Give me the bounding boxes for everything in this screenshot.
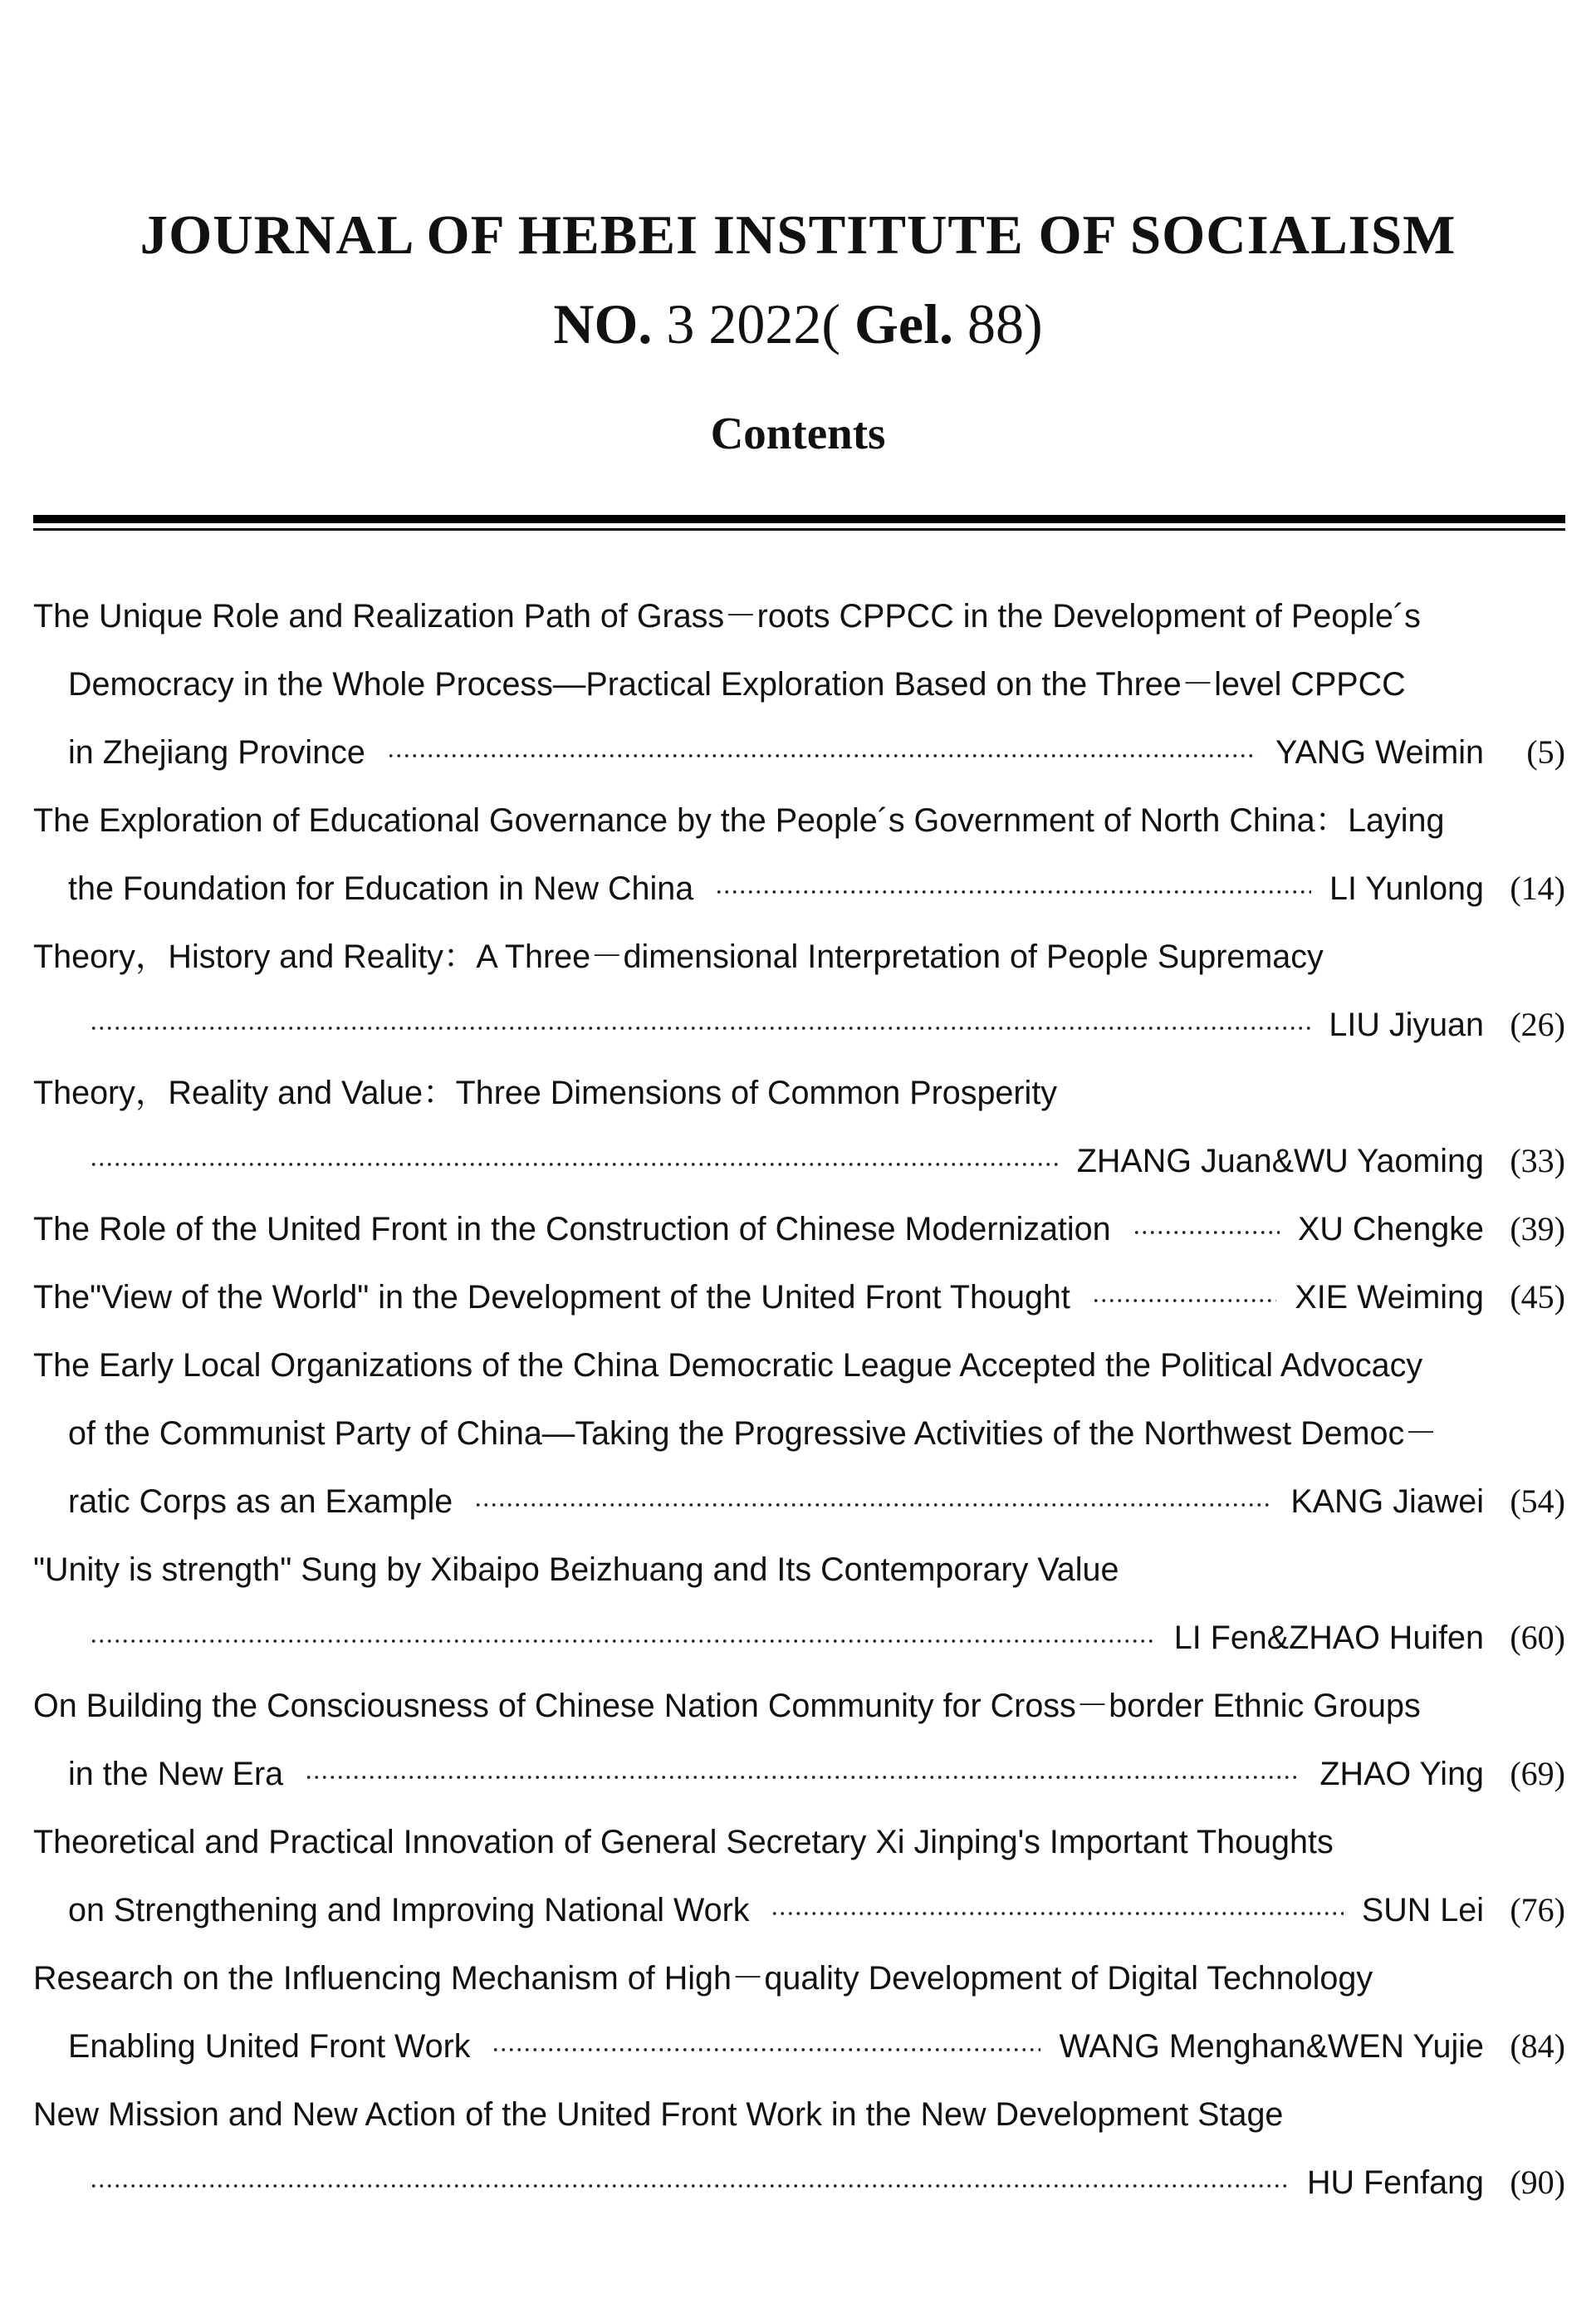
dot-leader <box>1092 1299 1277 1302</box>
toc-entry-title-text: Democracy in the Whole Process—Practical Exploration Based on the Three－level CPPCC <box>68 666 1406 703</box>
toc-entry-author: LI Fen&ZHAO Huifen <box>1173 1620 1484 1656</box>
toc-entry[interactable] <box>33 923 1565 1059</box>
toc-entry-title-text: Theoretical and Practical Innovation of General Secretary Xi Jinping's Important Thoughts <box>33 1824 1334 1860</box>
toc-entry-page-number: (54) <box>1510 1482 1565 1520</box>
issue-line <box>0 287 1596 361</box>
toc-entry-author: LI Yunlong <box>1329 870 1484 907</box>
toc-entry-title-text: The Role of the United Front in the Construction of Chinese Modernization <box>33 1211 1111 1247</box>
toc-entry-title-line <box>33 650 1565 718</box>
toc-entry-page-number: (33) <box>1510 1142 1565 1179</box>
dot-leader <box>474 1503 1272 1507</box>
issue-number: 3 <box>666 292 695 355</box>
toc-entry-title-text: The Early Local Organizations of the China Democratic League Accepted the Political Advocacy <box>33 1347 1423 1384</box>
dot-leader <box>90 2184 1289 2188</box>
toc-entry-title-text: The Unique Role and Realization Path of Grass－roots CPPCC in the Development of People´s <box>33 598 1421 635</box>
toc-entry-title-line <box>33 1399 1565 1468</box>
toc-entry-title-text: Enabling United Front Work <box>68 2028 471 2065</box>
toc-entry[interactable] <box>33 1331 1565 1536</box>
toc-entry-title-text: Research on the Influencing Mechanism of High－quality Development of Digital Technology <box>33 1960 1373 1997</box>
toc-entry[interactable] <box>33 1195 1565 1263</box>
journal-title: JOURNAL OF HEBEI INSTITUTE OF SOCIALISM <box>140 204 1456 266</box>
table-of-contents <box>33 582 1565 2217</box>
toc-entry-author: LIU Jiyuan <box>1329 1007 1484 1043</box>
toc-entry-final-line <box>33 1468 1565 1536</box>
toc-entry-title-line <box>33 787 1565 855</box>
toc-entry-author: ZHAO Ying <box>1319 1756 1484 1792</box>
toc-entry[interactable] <box>33 1536 1565 1672</box>
dot-leader <box>90 1163 1059 1166</box>
toc-entry-title-line <box>33 582 1565 650</box>
close-paren: ) <box>1023 292 1043 355</box>
toc-entry[interactable] <box>33 1059 1565 1195</box>
toc-entry-title-line <box>33 1672 1565 1740</box>
toc-entry[interactable] <box>33 1263 1565 1331</box>
toc-entry-author: ZHANG Juan&WU Yaoming <box>1076 1143 1484 1179</box>
toc-entry-title-line <box>33 1331 1565 1399</box>
toc-entry-page-number: (60) <box>1510 1619 1565 1656</box>
toc-entry[interactable] <box>33 1672 1565 1808</box>
toc-entry-page-number: (45) <box>1510 1278 1565 1316</box>
toc-entry-title-text: in the New Era <box>68 1756 284 1792</box>
toc-entry-title-text: ratic Corps as an Example <box>68 1483 453 1520</box>
toc-entry-title-line <box>33 1059 1565 1127</box>
toc-entry-final-line <box>33 2149 1565 2217</box>
toc-entry-page-number: (84) <box>1510 2027 1565 2065</box>
gel-label: Gel. <box>854 292 953 355</box>
toc-entry-title-line <box>33 1536 1565 1604</box>
toc-entry-author: WANG Menghan&WEN Yujie <box>1059 2028 1484 2065</box>
toc-entry-title-text: on Strengthening and Improving National Work <box>68 1892 750 1928</box>
dot-leader <box>492 2048 1040 2051</box>
toc-entry-final-line <box>33 1263 1565 1331</box>
toc-entry-final-line <box>33 2012 1565 2080</box>
open-paren: ( <box>821 292 841 355</box>
toc-entry-page-number: (5) <box>1526 733 1565 771</box>
toc-entry-title-text: Theory，Reality and Value：Three Dimensions of Common Prosperity <box>33 1075 1058 1111</box>
toc-entry[interactable] <box>33 787 1565 923</box>
toc-entry-final-line <box>33 718 1565 787</box>
toc-entry-page-number: (76) <box>1510 1891 1565 1928</box>
toc-entry-title-text: On Building the Consciousness of Chinese Nation Community for Cross－border Ethnic Groups <box>33 1688 1421 1724</box>
toc-entry-final-line <box>33 991 1565 1059</box>
dot-leader <box>771 1912 1343 1915</box>
toc-entry-title-text: "Unity is strength" Sung by Xibaipo Beizhuang and Its Contemporary Value <box>33 1551 1119 1588</box>
toc-entry-final-line <box>33 1195 1565 1263</box>
toc-entry-final-line <box>33 1604 1565 1672</box>
toc-entry[interactable] <box>33 1944 1565 2080</box>
dot-leader <box>90 1027 1310 1030</box>
toc-entry-author: XIE Weiming <box>1295 1279 1484 1316</box>
toc-entry-title-line <box>33 923 1565 991</box>
toc-entry-author: XU Chengke <box>1298 1211 1484 1247</box>
dot-leader <box>90 1639 1156 1643</box>
toc-entry-title-line <box>33 2080 1565 2149</box>
toc-entry[interactable] <box>33 582 1565 787</box>
toc-entry-page-number: (90) <box>1510 2164 1565 2201</box>
toc-entry-author: YANG Weimin <box>1275 734 1484 771</box>
issue-no-label: NO. <box>553 292 653 355</box>
toc-entry-title-line <box>33 1944 1565 2012</box>
toc-entry-page-number: (26) <box>1510 1006 1565 1043</box>
toc-entry-page-number: (14) <box>1510 870 1565 907</box>
toc-entry-final-line <box>33 1127 1565 1195</box>
dot-leader <box>305 1776 1301 1779</box>
toc-entry-title-text: the Foundation for Education in New China <box>68 870 694 907</box>
issue-year: 2022 <box>708 292 822 355</box>
toc-entry-page-number: (69) <box>1510 1755 1565 1792</box>
toc-entry-title-line <box>33 1808 1565 1876</box>
header-rule-thick <box>33 515 1565 523</box>
toc-entry-title-text: The Exploration of Educational Governance by the People´s Government of North China：Laying <box>33 802 1445 839</box>
toc-entry-author: SUN Lei <box>1361 1892 1484 1928</box>
toc-entry-title-text: of the Communist Party of China—Taking the Progressive Activities of the Northwest Democ－ <box>68 1415 1437 1452</box>
toc-entry-title-text: Theory，History and Reality：A Three－dimensional Interpretation of People Supremacy <box>33 938 1324 975</box>
dot-leader <box>1133 1231 1280 1234</box>
toc-entry-final-line <box>33 1740 1565 1808</box>
toc-entry-title-text: in Zhejiang Province <box>68 734 365 771</box>
gel-number: 88 <box>967 292 1024 355</box>
toc-entry-author: HU Fenfang <box>1307 2164 1484 2201</box>
toc-entry-title-text: New Mission and New Action of the United Front Work in the New Development Stage <box>33 2096 1284 2133</box>
toc-entry-title-text: The"View of the World" in the Development of the United Front Thought <box>33 1279 1070 1316</box>
toc-entry-final-line <box>33 855 1565 923</box>
toc-entry-author: KANG Jiawei <box>1290 1483 1484 1520</box>
dot-leader <box>715 890 1311 894</box>
toc-entry-final-line <box>33 1876 1565 1944</box>
header-rule-thin <box>33 528 1565 531</box>
toc-entry-page-number: (39) <box>1510 1210 1565 1247</box>
toc-entry[interactable] <box>33 2080 1565 2217</box>
dot-leader <box>387 754 1257 757</box>
toc-entry[interactable] <box>33 1808 1565 1944</box>
contents-heading: Contents <box>710 408 886 458</box>
